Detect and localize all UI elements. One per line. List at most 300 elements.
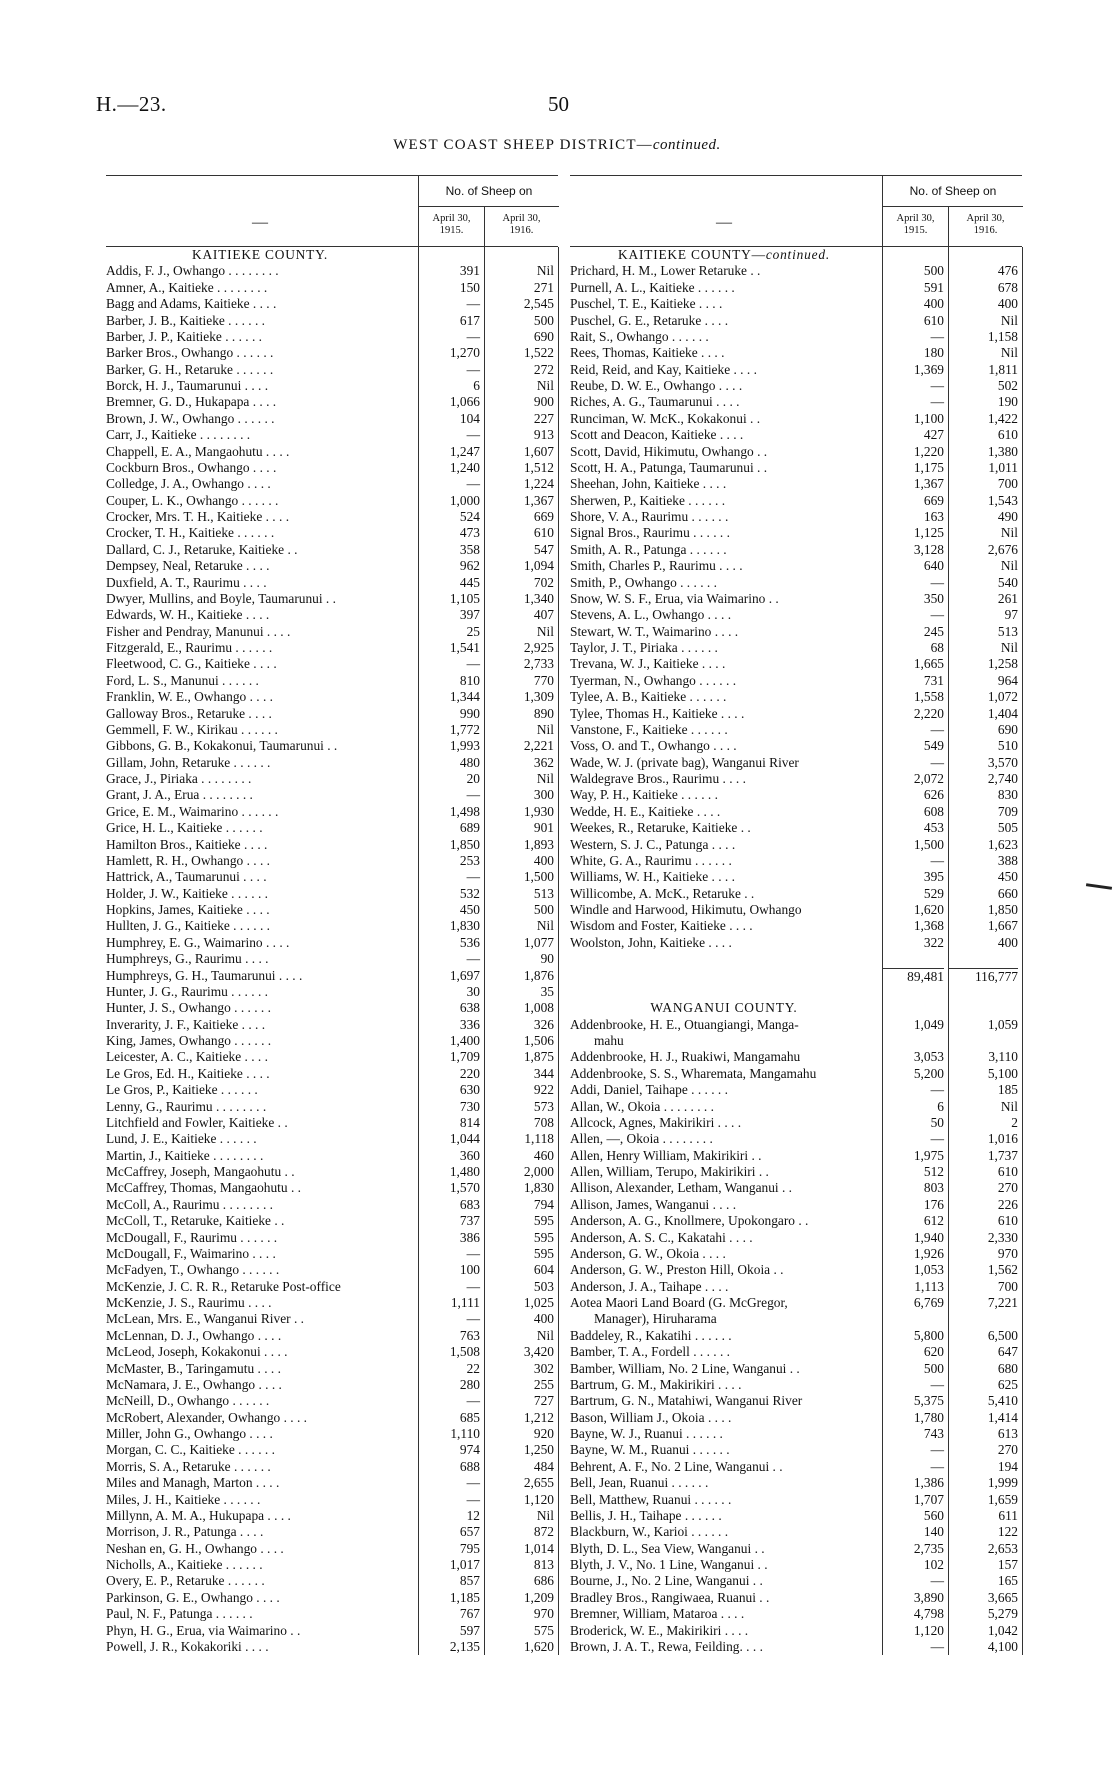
owner-name: McMaster, B., Taringamutu . . . .: [106, 1360, 281, 1376]
owner-name: Grace, J., Piriaka . . . . . . . .: [106, 771, 252, 786]
owner-name: Allison, James, Wanganui . . . .: [570, 1196, 737, 1212]
owner-name: Leicester, A. C., Kaitieke . . . .: [106, 1049, 268, 1065]
owner-name: Anderson, G. W., Preston Hill, Okoia . .: [570, 1262, 784, 1278]
sheep-1916: 1,737: [987, 1147, 1018, 1163]
owner-name: Crocker, Mrs. T. H., Kaitieke . . . .: [106, 509, 290, 524]
sheep-1915: —: [466, 1278, 480, 1294]
sheep-1916: 122: [997, 1524, 1018, 1540]
table-row: [106, 1180, 558, 1196]
sheep-1916: 116,777: [948, 968, 1018, 985]
sheep-1915: 25: [466, 623, 480, 639]
table-row: [570, 1508, 1022, 1524]
sheep-1916: 302: [533, 1360, 554, 1376]
sheep-1915: 1,369: [913, 361, 944, 377]
sheep-1915: 20: [466, 771, 480, 786]
owner-name: Grant, J. A., Erua . . . . . . . .: [106, 787, 253, 803]
page-ref: H.—23.: [96, 92, 167, 116]
county-heading-text: [106, 247, 414, 263]
sheep-1915: —: [466, 656, 480, 672]
sheep-1916: 502: [997, 378, 1018, 393]
owner-name: Blackburn, W., Karioi . . . . . .: [570, 1524, 729, 1540]
table-row: [570, 1230, 1022, 1246]
owner-name: Allan, W., Okoia . . . . . . . .: [570, 1098, 714, 1114]
table-row: [106, 1033, 558, 1049]
sheep-1916: 1,158: [987, 328, 1018, 344]
sheep-1916: 625: [997, 1376, 1018, 1392]
table-row: [106, 1492, 558, 1508]
sheep-1915: 591: [923, 279, 944, 295]
sheep-1915: 685: [459, 1409, 480, 1425]
sheep-1915: 1,926: [913, 1245, 944, 1261]
owner-name: Western, S. J. C., Patunga . . . .: [570, 836, 736, 852]
table-row: [570, 673, 1022, 689]
sheep-1915: 669: [923, 492, 944, 508]
sheep-1916: 678: [997, 279, 1018, 295]
sheep-1916: 595: [533, 1229, 554, 1245]
sheep-1916: 1,811: [988, 361, 1018, 377]
owner-name: Anderson, G. W., Okoia . . . .: [570, 1245, 726, 1261]
owner-name: McRobert, Alexander, Owhango . . . .: [106, 1409, 308, 1425]
sheep-1916: 503: [533, 1278, 554, 1294]
sheep-1915: 427: [923, 427, 944, 443]
county-heading-label: KAITIEKE COUNTY.: [191, 247, 329, 262]
sheep-1915: 630: [459, 1082, 480, 1098]
table-row: [106, 607, 558, 623]
col2-line2: 1916.: [973, 225, 998, 236]
table-row: [106, 1164, 558, 1180]
sheep-1915: 1,125: [913, 525, 944, 541]
sheep-1915: 560: [923, 1507, 944, 1523]
owner-name: Bagg and Adams, Kaitieke . . . .: [106, 296, 277, 312]
table-row: [570, 1131, 1022, 1147]
owner-name: Woolston, John, Kaitieke . . . .: [570, 934, 732, 950]
owner-name: Waldegrave Bros., Raurimu . . . .: [570, 771, 746, 786]
sheep-1916: 1,667: [987, 918, 1018, 934]
table-row: [106, 444, 558, 460]
sheep-1916: 660: [997, 885, 1018, 901]
owner-name: Addi, Daniel, Taihape . . . . . .: [570, 1082, 728, 1098]
table-row: [106, 869, 558, 885]
table-row: [570, 525, 1022, 541]
table-row: [570, 771, 1022, 787]
sheep-1915: 1,780: [913, 1409, 944, 1425]
sheep-1916: 1,875: [523, 1049, 554, 1065]
owner-name: Bremner, G. D., Hukapapa . . . .: [106, 394, 277, 410]
sheep-1916: 4,100: [987, 1638, 1018, 1654]
sheep-1916: 1,999: [987, 1475, 1018, 1491]
owner-name: Hopkins, James, Kaitieke . . . .: [106, 902, 270, 917]
owner-name: Smith, Charles P., Raurimu . . . .: [570, 558, 743, 574]
owner-name: Tyerman, N., Owhango . . . . . .: [570, 672, 737, 688]
sheep-1915: 1,558: [913, 689, 944, 705]
owner-name: Addenbrooke, H. J., Ruakiwi, Mangamahu: [570, 1049, 801, 1065]
table-row: [106, 853, 558, 869]
sheep-1915: —: [930, 394, 944, 410]
owner-name: Baddeley, R., Kakatihi . . . . . .: [570, 1327, 732, 1343]
owner-name: Scott, David, Hikimutu, Owhango . .: [570, 443, 768, 459]
table-row: [570, 1541, 1022, 1557]
table-row: [106, 722, 558, 738]
sheep-1916: 300: [533, 787, 554, 803]
owner-name: Allen, —, Okoia . . . . . . . .: [570, 1131, 713, 1147]
sheep-1916: 261: [997, 590, 1018, 606]
owner-name: Broderick, W. E., Makirikiri . . . .: [570, 1622, 749, 1638]
sheep-1916: 690: [997, 721, 1018, 737]
sheep-1915: —: [466, 951, 480, 967]
table-row: [570, 460, 1022, 476]
sheep-1915: —: [466, 869, 480, 885]
owner-name: Windle and Harwood, Hikimutu, Owhango: [570, 902, 802, 917]
sheep-1916: 1,522: [523, 345, 554, 361]
row-spacer: [570, 984, 1022, 1000]
owner-name: McColl, A., Raurimu . . . . . . . .: [106, 1196, 274, 1212]
owner-name: Reid, Reid, and Kay, Kaitieke . . . .: [570, 361, 757, 377]
owner-name: Wisdom and Foster, Kaitieke . . . .: [570, 918, 753, 934]
table-row: [106, 493, 558, 509]
owner-name: Parkinson, G. E., Owhango . . . .: [106, 1589, 280, 1605]
owner-name: Runciman, W. McK., Kokakonui . .: [570, 410, 761, 426]
owner-name: Shore, V. A., Raurimu . . . . . .: [570, 509, 729, 524]
sheep-1915: —: [466, 328, 480, 344]
table-row: [106, 1295, 558, 1311]
table-row: [106, 902, 558, 918]
table-row: [106, 1393, 558, 1409]
sheep-1916: 611: [998, 1507, 1018, 1523]
table-row: [570, 263, 1022, 279]
header-dash: —: [252, 214, 268, 231]
sheep-1915: —: [930, 754, 944, 770]
header-col-1916: [484, 207, 558, 246]
sheep-1916: 575: [533, 1622, 554, 1638]
sheep-1915: 1,508: [449, 1344, 480, 1360]
sheep-1915: 1,480: [449, 1164, 480, 1179]
owner-name: Sherwen, P., Kaitieke . . . . . .: [570, 492, 726, 508]
table-row: [106, 1541, 558, 1557]
table-row: [106, 935, 558, 951]
sheep-1915: —: [930, 1131, 944, 1147]
table-row: [570, 476, 1022, 492]
sheep-1915: —: [930, 1458, 944, 1474]
sheep-1915: 549: [923, 738, 944, 754]
table-row: [570, 1099, 1022, 1115]
table-row: [106, 558, 558, 574]
table-row: [106, 640, 558, 656]
sheep-1915: 1,665: [913, 656, 944, 672]
owner-name: Blyth, D. L., Sea View, Wanganui . .: [570, 1540, 765, 1556]
sheep-1915: 638: [459, 1000, 480, 1016]
sheep-1916: 1,620: [523, 1638, 554, 1654]
owner-name: Lenny, G., Raurimu . . . . . . . .: [106, 1098, 267, 1114]
table-row: [106, 804, 558, 820]
sheep-1916: 1,120: [523, 1491, 554, 1507]
col2-line2: 1916.: [509, 225, 534, 236]
sheep-1916: 1,380: [987, 443, 1018, 459]
owner-name: McCaffrey, Thomas, Mangaohutu . .: [106, 1180, 301, 1196]
table-row: [106, 411, 558, 427]
table-row: [570, 411, 1022, 427]
owner-name: Aotea Maori Land Board (G. McGregor,: [570, 1295, 788, 1310]
sheep-1916: 450: [997, 869, 1018, 885]
owner-name: Barber, J. B., Kaitieke . . . . . .: [106, 312, 266, 328]
table-row: [570, 1557, 1022, 1573]
sheep-1915: —: [930, 1573, 944, 1589]
sheep-1915: 150: [459, 279, 480, 295]
table-row: [570, 444, 1022, 460]
sheep-1915: 1,993: [449, 738, 480, 754]
sheep-1915: 1,850: [449, 836, 480, 852]
owner-name: Neshan en, G. H., Owhango . . . .: [106, 1540, 284, 1556]
sheep-1916: Nil: [536, 771, 554, 786]
owner-name: McKenzie, J. S., Raurimu . . . .: [106, 1295, 272, 1310]
sheep-1916: 964: [997, 672, 1018, 688]
sheep-1916: 1,623: [987, 836, 1018, 852]
sheep-1916: 2: [1011, 1114, 1018, 1130]
owner-name: Le Gros, P., Kaitieke . . . . . .: [106, 1082, 258, 1098]
sheep-1916: 901: [533, 820, 554, 836]
owner-name: Bayne, W. J., Ruanui . . . . . .: [570, 1426, 723, 1441]
county-heading-text: [570, 247, 878, 263]
sheep-1915: 1,697: [449, 967, 480, 983]
table-row: [570, 1246, 1022, 1262]
table-row: [106, 1623, 558, 1639]
sheep-1915: 1,975: [913, 1147, 944, 1163]
table-row: [570, 1197, 1022, 1213]
owner-name: Dwyer, Mullins, and Boyle, Taumarunui . .: [106, 590, 336, 606]
sheep-1915: 1,247: [449, 443, 480, 459]
owner-name: Scott and Deacon, Kaitieke . . . .: [570, 427, 744, 443]
owner-name: Inverarity, J. F., Kaitieke . . . .: [106, 1016, 266, 1032]
table-row: [106, 656, 558, 672]
table-row: [106, 378, 558, 394]
col1-line2: 1915.: [903, 225, 928, 236]
sheep-1916: 1,094: [523, 558, 554, 574]
sheep-1916: 500: [533, 312, 554, 328]
sheep-1916: 1,042: [987, 1622, 1018, 1638]
table-row: [106, 1213, 558, 1229]
table-row: [106, 886, 558, 902]
total-row: [570, 968, 1022, 984]
sheep-1915: 6: [473, 378, 480, 393]
sheep-1916: Nil: [1000, 312, 1018, 328]
sheep-1916: 613: [997, 1426, 1018, 1441]
owner-name: Anderson, A. G., Knollmere, Upokongaro . .: [570, 1213, 809, 1229]
row-spacer: [570, 951, 1022, 967]
sheep-1916: 272: [533, 361, 554, 377]
table-row: [570, 820, 1022, 836]
table-row: [570, 1279, 1022, 1295]
sheep-1916: 680: [997, 1360, 1018, 1376]
sheep-1915: —: [930, 378, 944, 393]
sheep-1915: 163: [923, 509, 944, 524]
owner-name: Fitzgerald, E., Raurimu . . . . . .: [106, 640, 273, 655]
owner-name: Dempsey, Neal, Retaruke . . . .: [106, 558, 270, 574]
table-row: [570, 280, 1022, 296]
table-row: [570, 1639, 1022, 1655]
sheep-1916: 1,500: [523, 869, 554, 885]
sheep-1916: 2,676: [987, 541, 1018, 557]
sheep-1915: 617: [459, 312, 480, 328]
margin-mark: [1086, 883, 1112, 890]
sheep-1915: 810: [459, 672, 480, 688]
sheep-1916: 255: [533, 1376, 554, 1392]
owner-name: McFadyen, T., Owhango . . . . . .: [106, 1262, 280, 1278]
owner-name: Hattrick, A., Taumarunui . . . .: [106, 869, 267, 885]
col1-line2: 1915.: [439, 225, 464, 236]
table-row: [570, 706, 1022, 722]
sheep-1915: 1,940: [913, 1229, 944, 1245]
table-row: [570, 329, 1022, 345]
sheep-1916: 595: [533, 1245, 554, 1261]
owner-name: Taylor, J. T., Piriaka . . . . . .: [570, 640, 718, 655]
owner-name: mahu: [594, 1033, 624, 1048]
table-row: [570, 640, 1022, 656]
table-row: [106, 1361, 558, 1377]
sheep-1915: 803: [923, 1180, 944, 1196]
sheep-1916: 2,000: [523, 1164, 554, 1179]
sheep-1916: 490: [997, 509, 1018, 524]
table-row: [570, 853, 1022, 869]
sheep-1915: —: [930, 607, 944, 623]
sheep-1915: 1,220: [913, 443, 944, 459]
sheep-1916: 344: [533, 1065, 554, 1081]
owner-name: Chappell, E. A., Mangaohutu . . . .: [106, 443, 290, 459]
sheep-1915: 730: [459, 1098, 480, 1114]
sheep-1916: 1,209: [523, 1589, 554, 1605]
table-row: [106, 329, 558, 345]
owner-name: Scott, H. A., Patunga, Taumarunui . .: [570, 459, 768, 475]
sheep-1916: 1,014: [523, 1540, 554, 1556]
sheep-1916: 970: [997, 1245, 1018, 1261]
sheep-1915: 350: [923, 590, 944, 606]
table-row: [106, 394, 558, 410]
sheep-1915: 990: [459, 705, 480, 721]
sheep-1916: 3,665: [987, 1589, 1018, 1605]
owner-name: Litchfield and Fowler, Kaitieke . .: [106, 1114, 288, 1130]
owner-name: Dallard, C. J., Retaruke, Kaitieke . .: [106, 541, 298, 557]
sheep-1916: 2,655: [523, 1475, 554, 1491]
owner-name: Grice, E. M., Waimarino . . . . . .: [106, 803, 279, 819]
owner-name: Blyth, J. V., No. 1 Line, Wanganui . .: [570, 1557, 768, 1572]
sheep-1915: 1,120: [913, 1622, 944, 1638]
sheep-1915: —: [930, 328, 944, 344]
sheep-1916: 362: [533, 754, 554, 770]
sheep-1916: 700: [997, 1278, 1018, 1294]
table-row: [570, 902, 1022, 918]
sheep-1916: 1,930: [523, 803, 554, 819]
sheep-1915: —: [466, 296, 480, 312]
sheep-1915: —: [930, 721, 944, 737]
sheep-1915: —: [930, 852, 944, 868]
table-row: [570, 575, 1022, 591]
sheep-1916: 2,925: [523, 640, 554, 655]
owner-name: Bellis, J. H., Taihape . . . . . .: [570, 1507, 722, 1523]
sheep-1916: 610: [997, 427, 1018, 443]
col1-line1: April 30,: [896, 213, 935, 224]
sheep-1916: 5,410: [987, 1393, 1018, 1409]
sheep-1915: 2,735: [913, 1540, 944, 1556]
sheep-1915: 1,772: [449, 721, 480, 737]
owner-name: McKenzie, J. C. R. R., Retaruke Post-office: [106, 1278, 341, 1294]
sheep-1915: —: [466, 1491, 480, 1507]
table-row: [106, 1311, 558, 1327]
title-continued: continued.: [652, 137, 721, 153]
county-heading: [570, 1000, 1022, 1016]
col2-line1: April 30,: [502, 213, 541, 224]
sheep-1916: Nil: [536, 263, 554, 279]
sheep-1915: —: [466, 787, 480, 803]
sheep-1915: 2,072: [913, 771, 944, 786]
sheep-1916: Nil: [536, 623, 554, 639]
sheep-1916: 610: [997, 1164, 1018, 1179]
sheep-1915: —: [466, 1393, 480, 1409]
sheep-1916: 6,500: [987, 1327, 1018, 1343]
sheep-1915: 814: [459, 1114, 480, 1130]
header-dash: —: [716, 214, 732, 231]
sheep-1915: 683: [459, 1196, 480, 1212]
table-row: [570, 1066, 1022, 1082]
table-row: [106, 1148, 558, 1164]
sheep-1916: 1,016: [987, 1131, 1018, 1147]
sheep-1916: Nil: [1000, 345, 1018, 361]
owner-name: Phyn, H. G., Erua, via Waimarino . .: [106, 1622, 301, 1638]
sheep-1915: 100: [459, 1262, 480, 1278]
table-row: [106, 755, 558, 771]
sheep-1915: 689: [459, 820, 480, 836]
sheep-1915: 1,053: [913, 1262, 944, 1278]
header-col-1916: [948, 207, 1022, 246]
sheep-1916: 727: [533, 1393, 554, 1409]
sheep-1916: 270: [997, 1180, 1018, 1196]
sheep-1916: 400: [997, 296, 1018, 312]
owner-name: Fleetwood, C. G., Kaitieke . . . .: [106, 656, 277, 672]
sheep-1915: 473: [459, 525, 480, 541]
sheep-1915: 974: [459, 1442, 480, 1458]
table-row: [106, 1442, 558, 1458]
table-row: [106, 1344, 558, 1360]
table-row: [570, 1082, 1022, 1098]
owner-name: Way, P. H., Kaitieke . . . . . .: [570, 787, 718, 803]
sheep-1916: 702: [533, 574, 554, 590]
table-row: [106, 1082, 558, 1098]
sheep-1915: 140: [923, 1524, 944, 1540]
sheep-1916: 647: [997, 1344, 1018, 1360]
table-row: [106, 1377, 558, 1393]
sheep-1915: 1,500: [913, 836, 944, 852]
owner-name: Bayne, W. M., Ruanui . . . . . .: [570, 1442, 730, 1458]
sheep-1915: 5,800: [913, 1327, 944, 1343]
sheep-1915: 1,017: [449, 1557, 480, 1572]
table-row: [570, 427, 1022, 443]
sheep-1916: 709: [997, 803, 1018, 819]
sheep-1916: Nil: [1000, 1098, 1018, 1114]
sheep-1915: 3,128: [913, 541, 944, 557]
sheep-1915: 453: [923, 820, 944, 836]
sheep-1915: 657: [459, 1524, 480, 1540]
sheep-1915: 68: [930, 640, 944, 655]
table-row: [570, 804, 1022, 820]
owner-name: Humphreys, G. H., Taumarunui . . . .: [106, 967, 303, 983]
page-number: 50: [548, 92, 569, 116]
table-row: [106, 476, 558, 492]
sheep-1916: 813: [533, 1557, 554, 1572]
sheep-1915: 767: [459, 1606, 480, 1622]
sheep-1916: 400: [533, 852, 554, 868]
sheep-1916: 185: [997, 1082, 1018, 1098]
table-row: [106, 820, 558, 836]
owner-name: Paul, N. F., Patunga . . . . . .: [106, 1606, 253, 1622]
table-row: [106, 345, 558, 361]
sheep-1916: 3,110: [988, 1049, 1018, 1065]
